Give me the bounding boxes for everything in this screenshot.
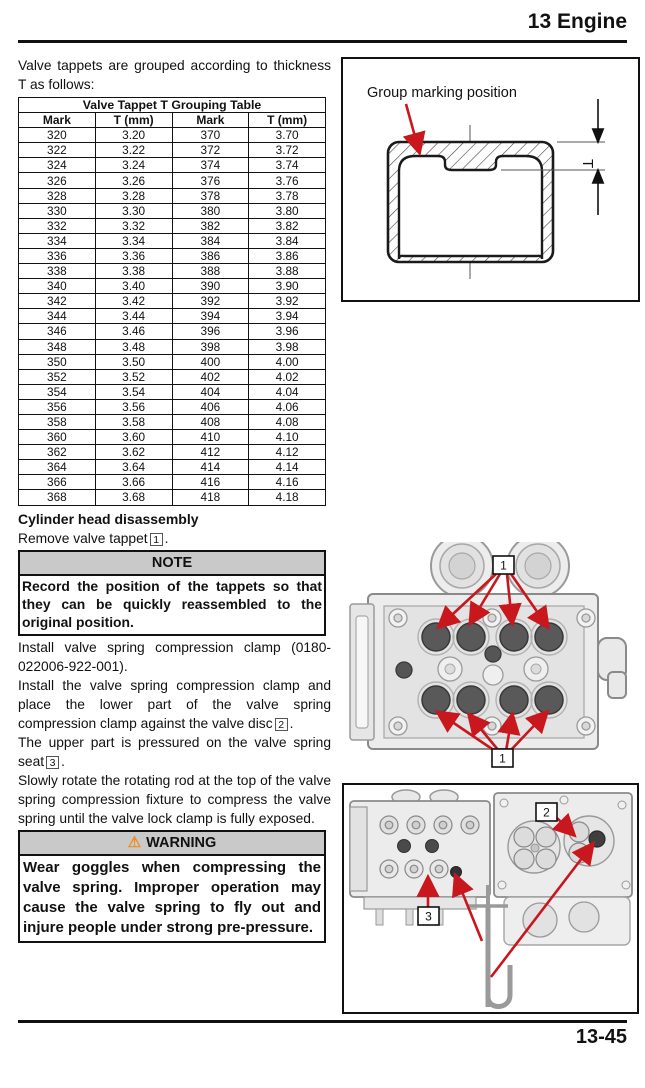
table-cell: 3.96: [249, 324, 326, 339]
table-cell: 364: [19, 460, 96, 475]
table-cell: 3.42: [95, 294, 172, 309]
figure-group-marking-position: [341, 57, 640, 302]
table-row: [19, 173, 326, 188]
callout-1-top-label: 1: [500, 558, 507, 573]
table-row: [19, 369, 326, 384]
table-cell: 376: [172, 173, 249, 188]
table-cell: 354: [19, 384, 96, 399]
step-text-end: .: [61, 753, 65, 769]
callout-3-label: 3: [425, 909, 432, 924]
table-row: [19, 143, 326, 158]
group-marking-label: Group marking position: [367, 85, 517, 101]
table-cell: 388: [172, 264, 249, 279]
table-cell: 368: [19, 490, 96, 505]
table-body: [19, 128, 326, 505]
warning-title: WARNING: [146, 834, 217, 851]
col-header-mark-2: Mark: [172, 113, 249, 128]
warning-box: [18, 830, 326, 943]
table-cell: 400: [172, 354, 249, 369]
table-cell: 410: [172, 430, 249, 445]
table-cell: 3.38: [95, 264, 172, 279]
table-cell: 3.26: [95, 173, 172, 188]
table-row: [19, 430, 326, 445]
col-header-t-2: T (mm): [249, 113, 326, 128]
table-cell: 392: [172, 294, 249, 309]
table-cell: 3.30: [95, 203, 172, 218]
table-row: [19, 309, 326, 324]
step-text: Remove valve tappet: [18, 530, 148, 546]
table-cell: 362: [19, 445, 96, 460]
intro-paragraph: Valve tappets are grouped according to thickness T as follows:: [18, 58, 331, 92]
table-cell: 3.48: [95, 339, 172, 354]
table-cell: 394: [172, 309, 249, 324]
table-cell: 332: [19, 218, 96, 233]
table-cell: 348: [19, 339, 96, 354]
table-row: [19, 128, 326, 143]
callout-2-inline: 2: [275, 718, 288, 731]
table-cell: 330: [19, 203, 96, 218]
tappet-grouping-table: [18, 97, 326, 506]
note-text: Record the position of the tappets so that they can be quickly reassembled to the original position.: [22, 577, 322, 631]
table-row: [19, 279, 326, 294]
step-rotate-rod: Slowly rotate the rotating rod at the top of the valve spring compression fixture to compress the valve spring until the valve lock clamp is fully exposed.: [18, 772, 331, 826]
table-cell: 360: [19, 430, 96, 445]
table-row: [19, 354, 326, 369]
table-cell: 416: [172, 475, 249, 490]
table-row: [19, 490, 326, 505]
table-cell: 350: [19, 354, 96, 369]
header-rule: [18, 40, 627, 43]
table-cell: 3.74: [249, 158, 326, 173]
section-title: Cylinder head disassembly: [18, 510, 199, 527]
table-row: [19, 339, 326, 354]
table-cell: 334: [19, 233, 96, 248]
callout-2-label: 2: [543, 805, 550, 820]
step-text-end: .: [289, 715, 294, 731]
table-row: [19, 475, 326, 490]
table-cell: 346: [19, 324, 96, 339]
table-cell: 328: [19, 188, 96, 203]
table-row: [19, 248, 326, 263]
table-row: [19, 460, 326, 475]
note-header: NOTE: [20, 552, 324, 576]
table-cell: 3.60: [95, 430, 172, 445]
table-cell: 374: [172, 158, 249, 173]
table-cell: 326: [19, 173, 96, 188]
table-row: [19, 233, 326, 248]
table-cell: 324: [19, 158, 96, 173]
table-cell: 406: [172, 399, 249, 414]
table-cell: 384: [172, 233, 249, 248]
table-cell: 3.46: [95, 324, 172, 339]
table-row: [19, 188, 326, 203]
table-cell: 342: [19, 294, 96, 309]
tappet-inner-cavity: [399, 156, 542, 259]
cylinder-head-right-view: [494, 793, 632, 945]
warning-triangle-icon: ⚠: [127, 833, 142, 851]
table-cell: 340: [19, 279, 96, 294]
table-cell: 382: [172, 218, 249, 233]
table-cell: 3.86: [249, 248, 326, 263]
table-row: [19, 264, 326, 279]
table-cell: 4.08: [249, 414, 326, 429]
table-cell: 3.62: [95, 445, 172, 460]
table-cell: 3.84: [249, 233, 326, 248]
step-text-end: .: [164, 530, 169, 546]
table-cell: 4.04: [249, 384, 326, 399]
table-cell: 3.52: [95, 369, 172, 384]
table-cell: 3.32: [95, 218, 172, 233]
table-cell: 396: [172, 324, 249, 339]
table-cell: 3.90: [249, 279, 326, 294]
table-header-row: [19, 113, 326, 128]
table-row: [19, 399, 326, 414]
callout-1-inline: 1: [150, 533, 163, 546]
table-cell: 418: [172, 490, 249, 505]
table-row: [19, 384, 326, 399]
table-cell: 3.76: [249, 173, 326, 188]
table-cell: 4.16: [249, 475, 326, 490]
table-cell: 4.00: [249, 354, 326, 369]
table-cell: 4.02: [249, 369, 326, 384]
step-upper-part: [18, 733, 331, 771]
table-cell: 386: [172, 248, 249, 263]
table-cell: 356: [19, 399, 96, 414]
table-cell: 370: [172, 128, 249, 143]
table-cell: 3.70: [249, 128, 326, 143]
table-row: [19, 218, 326, 233]
table-cell: 3.58: [95, 414, 172, 429]
table-cell: 412: [172, 445, 249, 460]
table-cell: 352: [19, 369, 96, 384]
table-cell: 3.94: [249, 309, 326, 324]
table-cell: 3.34: [95, 233, 172, 248]
table-cell: 3.54: [95, 384, 172, 399]
table-cell: 3.92: [249, 294, 326, 309]
footer-rule: [18, 1020, 627, 1023]
table-cell: 4.10: [249, 430, 326, 445]
table-cell: 3.82: [249, 218, 326, 233]
table-cell: 322: [19, 143, 96, 158]
warning-text: Wear goggles when compressing the valve spring. Improper operation may cause the valve spring to fly out and injure people under strong pre-pressure.: [23, 858, 321, 936]
col-header-t-1: T (mm): [95, 113, 172, 128]
table-row: [19, 324, 326, 339]
table-row: [19, 294, 326, 309]
table-cell: 4.12: [249, 445, 326, 460]
step-remove-tappet: [18, 529, 331, 548]
table-cell: 404: [172, 384, 249, 399]
table-cell: 3.40: [95, 279, 172, 294]
step-place-lower-part: [18, 676, 331, 733]
table-cell: 4.14: [249, 460, 326, 475]
table-cell: 366: [19, 475, 96, 490]
note-box: [18, 550, 326, 636]
table-cell: 3.24: [95, 158, 172, 173]
table-cell: 358: [19, 414, 96, 429]
table-row: [19, 414, 326, 429]
table-cell: 3.88: [249, 264, 326, 279]
table-cell: 3.64: [95, 460, 172, 475]
table-cell: 3.98: [249, 339, 326, 354]
step-install-clamp: Install valve spring compression clamp (0180-022006-922-001).: [18, 639, 331, 674]
text-column: [18, 56, 331, 945]
figure-tappet-locations: [340, 542, 640, 777]
table-cell: 320: [19, 128, 96, 143]
table-cell: 338: [19, 264, 96, 279]
table-cell: 3.72: [249, 143, 326, 158]
table-cell: 3.68: [95, 490, 172, 505]
table-cell: 3.44: [95, 309, 172, 324]
table-cell: 3.20: [95, 128, 172, 143]
table-cell: 408: [172, 414, 249, 429]
table-cell: 380: [172, 203, 249, 218]
table-row: [19, 203, 326, 218]
table-title: Valve Tappet T Grouping Table: [19, 98, 326, 113]
table-cell: 3.66: [95, 475, 172, 490]
table-cell: 378: [172, 188, 249, 203]
chapter-title: 13 Engine: [527, 10, 627, 33]
thickness-dimension-label: T: [579, 159, 596, 169]
table-row: [19, 445, 326, 460]
table-cell: 3.56: [95, 399, 172, 414]
table-cell: 3.28: [95, 188, 172, 203]
table-cell: 3.22: [95, 143, 172, 158]
table-cell: 390: [172, 279, 249, 294]
table-cell: 3.80: [249, 203, 326, 218]
figure-clamp-placement: [342, 783, 639, 1014]
callout-1-bottom-label: 1: [499, 751, 506, 766]
table-cell: 336: [19, 248, 96, 263]
table-cell: 372: [172, 143, 249, 158]
table-cell: 3.78: [249, 188, 326, 203]
callout-3-inline: 3: [46, 756, 59, 769]
page-number: 13-45: [575, 1026, 627, 1048]
step-text: Install the valve spring compression clamp and place the lower part of the valve spring compression clamp against the valve disc: [18, 677, 331, 731]
table-cell: 414: [172, 460, 249, 475]
table-cell: 3.36: [95, 248, 172, 263]
step-text: The upper part is pressured on the valve spring seat: [18, 734, 331, 769]
col-header-mark-1: Mark: [19, 113, 96, 128]
table-cell: 4.06: [249, 399, 326, 414]
table-cell: 4.18: [249, 490, 326, 505]
table-cell: 344: [19, 309, 96, 324]
table-cell: 3.50: [95, 354, 172, 369]
warning-header: [20, 832, 324, 856]
table-row: [19, 158, 326, 173]
table-cell: 402: [172, 369, 249, 384]
table-title-row: [19, 98, 326, 113]
table-cell: 398: [172, 339, 249, 354]
